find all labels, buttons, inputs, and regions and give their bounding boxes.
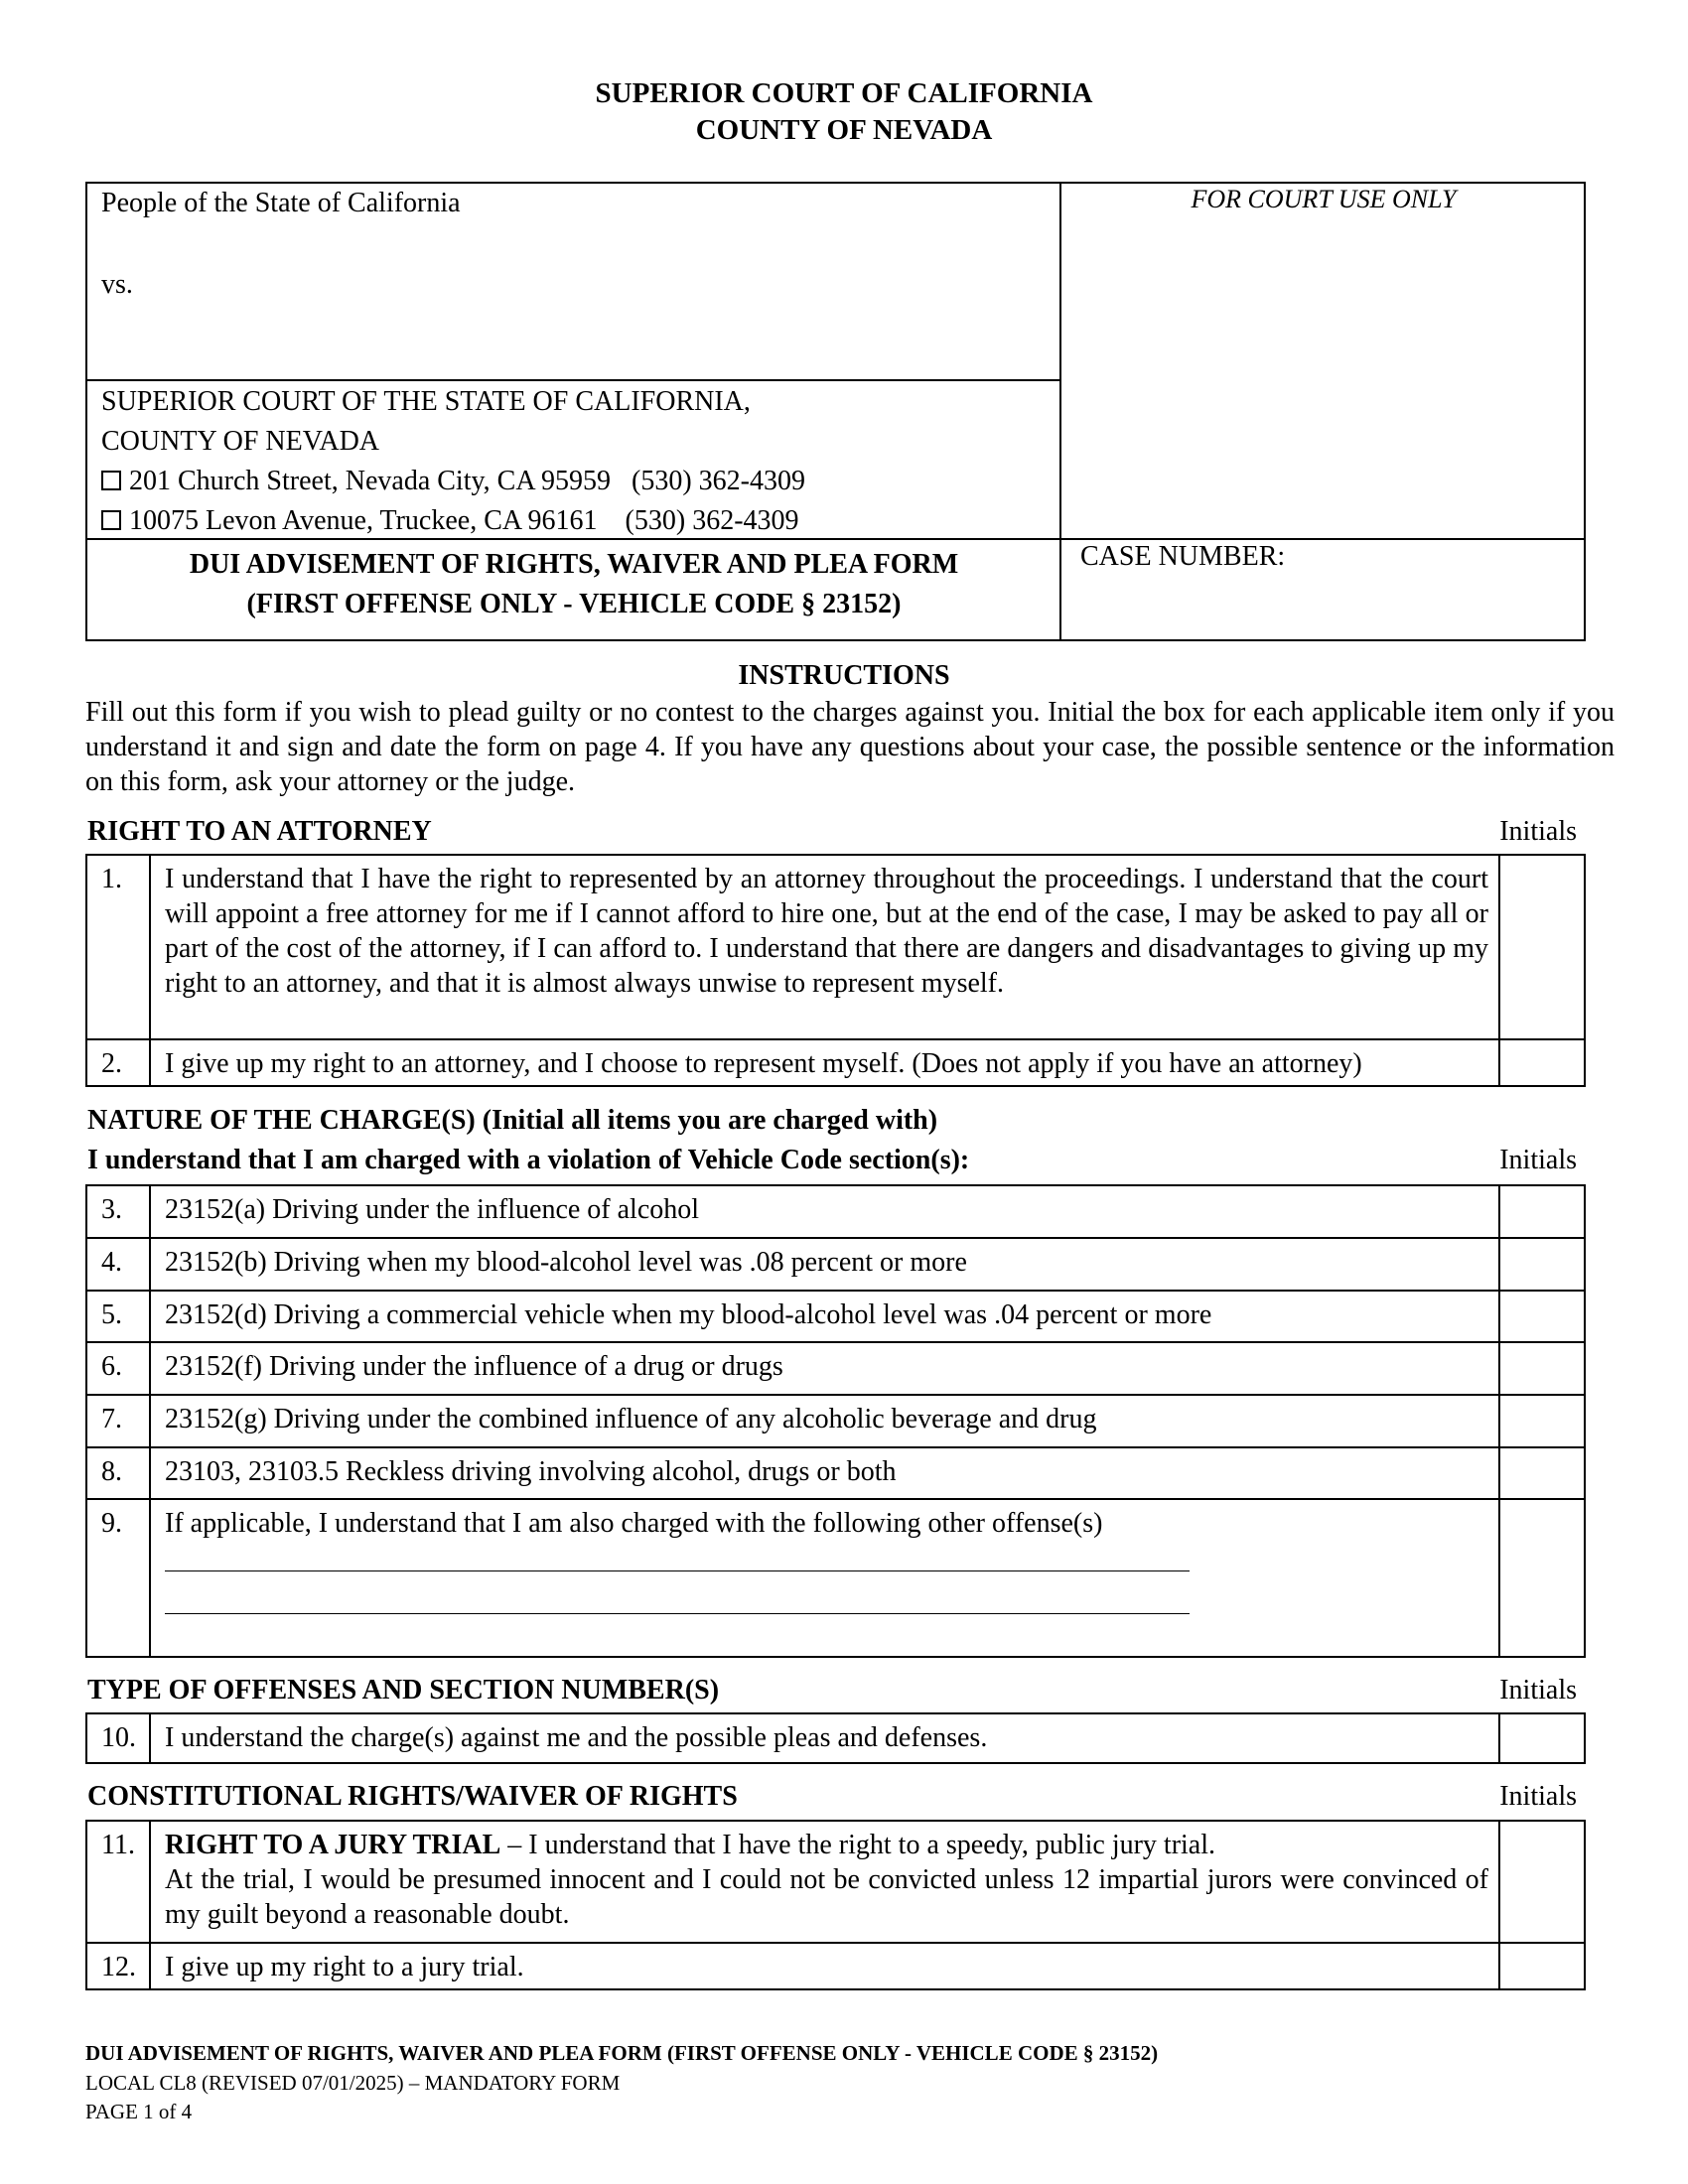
checkbox[interactable] [101,510,121,530]
table-row [86,855,1585,1039]
court-use-label: FOR COURT USE ONLY [1191,185,1457,213]
item-text: 23152(d) Driving a commercial vehicle when my blood-alcohol level was .04 percent or more [150,1291,1499,1342]
initials-box[interactable] [1499,1499,1585,1657]
checkbox[interactable] [101,471,121,490]
footer-form-id: LOCAL CL8 (REVISED 07/01/2025) – MANDATORY FORM [85,2071,621,2095]
item-text: If applicable, I understand that I am also charged with the following other offense(s) [165,1508,1103,1539]
item-text: I understand the charge(s) against me and the possible pleas and defenses. [150,1713,1499,1763]
item-lead: RIGHT TO A JURY TRIAL [165,1830,501,1860]
item-number: 11. [86,1821,150,1943]
initials-box[interactable] [1499,1713,1585,1763]
table-row [86,1499,1585,1657]
table-row [86,1291,1585,1342]
item-number: 6. [86,1342,150,1395]
caption-box [85,182,1586,641]
initials-box[interactable] [1499,1185,1585,1238]
county-title: COUNTY OF NEVADA [695,114,993,146]
item-text: I give up my right to an attorney, and I choose to represent myself. (Does not apply if you have an attorney) [150,1039,1499,1086]
table-row [86,1821,1585,1943]
address-text: 10075 Levon Avenue, Truckee, CA 96161 (530) 362-4309 [129,505,799,536]
offense-type-table [85,1712,1586,1764]
item-text: 23152(a) Driving under the influence of alcohol [150,1185,1499,1238]
address-text: 201 Church Street, Nevada City, CA 95959 (530) 362-4309 [129,466,805,496]
attorney-table [85,854,1586,1087]
initials-label: Initials [1499,1781,1577,1812]
instructions-heading: INSTRUCTIONS [738,660,950,691]
initials-label: Initials [1499,1145,1577,1175]
item-number: 7. [86,1395,150,1447]
item-text: 23152(f) Driving under the influence of a drug or drugs [150,1342,1499,1395]
section-heading: NATURE OF THE CHARGE(S) (Initial all items you are charged with) [87,1105,938,1136]
item-number: 1. [86,855,150,1039]
item-number: 9. [86,1499,150,1657]
plaintiff: People of the State of California [101,188,461,218]
item-number: 4. [86,1238,150,1291]
item-number: 5. [86,1291,150,1342]
initials-box[interactable] [1499,1238,1585,1291]
item-text: – I understand that I have the right to a speedy, public jury trial. [500,1830,1216,1860]
other-offense-line[interactable] [165,1541,1190,1571]
form-subtitle: (FIRST OFFENSE ONLY - VEHICLE CODE § 23152) [246,589,902,619]
item-number: 8. [86,1447,150,1499]
item-text: I understand that I have the right to represented by an attorney throughout the proceedings. I understand that the court will appoint a free attorney for me if I cannot afford to hire one, but at the end of the case, I may be asked to pay all or part of the cost of the attorney, if I can afford to. I understand that there are dangers and disadvantages to giving up my right to an attorney, and that it is almost always unwise to represent myself. [150,855,1499,1039]
divider [87,379,1060,381]
table-row [86,1185,1585,1238]
initials-box[interactable] [1499,855,1585,1039]
initials-box[interactable] [1499,1447,1585,1499]
address-option-nevada-city[interactable] [101,462,805,501]
vs-label: vs. [101,269,133,300]
section-heading: RIGHT TO AN ATTORNEY Initials [87,816,1577,847]
footer-form-title: DUI ADVISEMENT OF RIGHTS, WAIVER AND PLEA FORM (FIRST OFFENSE ONLY - VEHICLE CODE § 23152) [85,2041,1159,2065]
charges-table [85,1184,1586,1658]
table-row [86,1943,1585,1989]
item-number: 3. [86,1185,150,1238]
section-subheading: I understand that I am charged with a violation of Vehicle Code section(s): Initials [87,1145,1577,1175]
section-heading: CONSTITUTIONAL RIGHTS/WAIVER OF RIGHTS Initials [87,1781,1577,1812]
initials-box[interactable] [1499,1395,1585,1447]
item-number: 10. [86,1713,150,1763]
table-row [86,1447,1585,1499]
initials-box[interactable] [1499,1342,1585,1395]
other-offense-line[interactable] [165,1583,1190,1614]
table-row [86,1342,1585,1395]
initials-box[interactable] [1499,1291,1585,1342]
table-row [86,1238,1585,1291]
page-number: PAGE 1 of 4 [85,2100,193,2123]
item-text: I give up my right to a jury trial. [150,1943,1499,1989]
item-text: At the trial, I would be presumed innocent and I could not be convicted unless 12 impartial jurors were convinced of my guilt beyond a reasonable doubt. [165,1864,1488,1930]
initials-label: Initials [1499,816,1577,847]
rights-table [85,1820,1586,1990]
initials-box[interactable] [1499,1943,1585,1989]
initials-box[interactable] [1499,1039,1585,1086]
form-title: DUI ADVISEMENT OF RIGHTS, WAIVER AND PLEA FORM [189,549,959,580]
initials-box[interactable] [1499,1821,1585,1943]
case-number-label: CASE NUMBER: [1080,541,1286,572]
table-row [86,1713,1585,1763]
court-name: SUPERIOR COURT OF THE STATE OF CALIFORNIA, [101,386,751,417]
court-county: COUNTY OF NEVADA [101,426,380,457]
table-row [86,1039,1585,1086]
item-text: 23103, 23103.5 Reckless driving involving alcohol, drugs or both [150,1447,1499,1499]
item-text: 23152(g) Driving under the combined influence of any alcoholic beverage and drug [150,1395,1499,1447]
instructions-text: Fill out this form if you wish to plead guilty or no contest to the charges against you. Initial the box for each applicable item only if you understand it and sign and date the form on page 4. If you have any questions about your case, the possible sentence or the information on this form, ask your attorney or the judge. [85,697,1615,797]
item-number: 12. [86,1943,150,1989]
initials-label: Initials [1499,1675,1577,1706]
table-row [86,1395,1585,1447]
item-text: 23152(b) Driving when my blood-alcohol level was .08 percent or more [150,1238,1499,1291]
address-option-truckee[interactable] [101,501,799,541]
item-number: 2. [86,1039,150,1086]
court-title: SUPERIOR COURT OF CALIFORNIA [595,77,1093,109]
section-heading: TYPE OF OFFENSES AND SECTION NUMBER(S) Initials [87,1675,1577,1706]
